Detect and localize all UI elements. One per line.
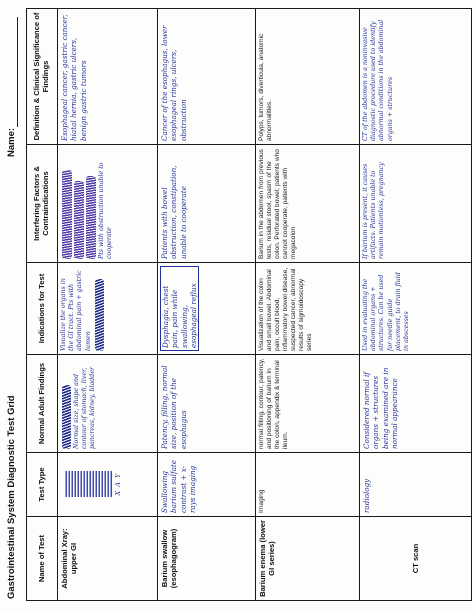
scribbled-text [95,279,104,351]
cell-indications [58,263,158,355]
cell-test-name: Barium swallow (esophagogram) [158,517,256,601]
diagnostic-test-grid [26,8,472,601]
cell-normal-findings [158,355,256,453]
handwritten-text: Dysphagia, chest pain, pain while swallowing, esophageal reflux [160,266,199,351]
handwritten-text: Esophageal cancer, gastric cancer, hiatal hernia, gastric ulcers, benign gastric tumors [60,14,88,141]
cell-normal-findings [58,355,158,453]
handwritten-text: CT of the abdomen is a noninvasive diagnostic procedure used to identify abnormal conditions in the abdominal organs + structures [362,19,394,141]
scribbled-text [62,385,71,449]
cell-normal-findings [360,355,472,453]
cell-interfering [58,145,158,263]
handwritten-text: Normal size, shape and contour of stomach, liver, pancreas, kidney, bladder [73,366,97,449]
document-header [6,9,24,599]
cell-test-name: Barium enema (lower GI series) [256,517,360,601]
scribbled-text [86,176,96,259]
cell-test-type [158,453,256,517]
grid-header-row [27,9,58,601]
cell-definition [158,9,256,145]
column-header-interfering: Interfering Factors & Contraindications [27,145,58,263]
scribbled-text [74,181,84,259]
handwritten-text: Pts with obstruction unable to cooperate [98,162,114,259]
cell-definition [360,9,472,145]
printed-text: Barium in the abdomen from previous tests, residual stool, spasm of the colon. Perforated bowel; patients who cannot cooperate, patients with megacolon [258,149,298,259]
name-label: Name: [6,127,17,157]
column-header-definition: Definition & Clinical Significance of Findings [27,9,58,145]
table-row [158,9,256,601]
cell-interfering [256,145,360,263]
handwritten-text: Cancer of the esophagus, lower esophageal rings, ulcers, obstruction [160,25,188,141]
cell-normal-findings [256,355,360,453]
handwritten-text: Visualize the organs in the GI tract. Pts with abdominal pain + gastric lumen [60,270,92,351]
printed-text: Polyps, tumors, diverticula, anatomic abnormalities. [258,33,274,141]
handwritten-text: Patency, filling, normal size, position of the esophagus [160,365,188,449]
printed-text: normal filling, contour, patency, and positioning of barium in the colon, appendix & terminal ileum. [258,358,290,449]
cell-indications [256,263,360,355]
handwritten-text: Swallowing barium sulfate contrast + x-rays imaging [160,459,198,513]
cell-test-name: CT scan [360,517,472,601]
handwritten-text: If barium is present, it causes artifacts. Patients unable to remain motionless, pregnancy [362,162,386,259]
cell-definition [58,9,158,145]
cell-indications [158,263,256,355]
cell-test-name: Abdominal Xray: upper GI [58,517,158,601]
column-header-name: Name of Test [27,517,58,601]
cell-test-type [58,453,158,517]
scribbled-text [64,472,128,498]
column-header-normal: Normal Adult Findings [27,355,58,453]
scribbled-text [62,170,72,259]
cell-interfering [360,145,472,263]
handwritten-text: radiology [362,478,371,513]
column-header-type: Test Type [27,453,58,517]
printed-text: Imaging [258,489,265,513]
cell-indications [360,263,472,355]
column-header-indications: Indications for Test [27,263,58,355]
handwritten-text: Considered normal if organs + structures being examined are in normal appearance [362,367,400,449]
table-row [58,9,158,601]
name-write-line [17,17,18,127]
handwritten-text: Patients with bowel obstruction, constipation, unable to cooperate [160,165,188,259]
table-row [360,9,472,601]
document-title: Gastrointestinal System Diagnostic Test Grid [6,395,17,599]
cell-interfering [158,145,256,263]
handwritten-text: Used in evaluating the abdominal organs + structures. Can be used for needle guide placement, to drain fluid in abscesses [362,272,410,351]
cell-test-type [360,453,472,517]
cell-test-type [256,453,360,517]
cell-definition [256,9,360,145]
table-row [256,9,360,601]
printed-text: Visualization of the colon and small bowel. Abdominal pain, occult blood, inflammatory bowel disease, suspected cancer, abnormal results of sigmoidoscopy series [258,267,314,351]
